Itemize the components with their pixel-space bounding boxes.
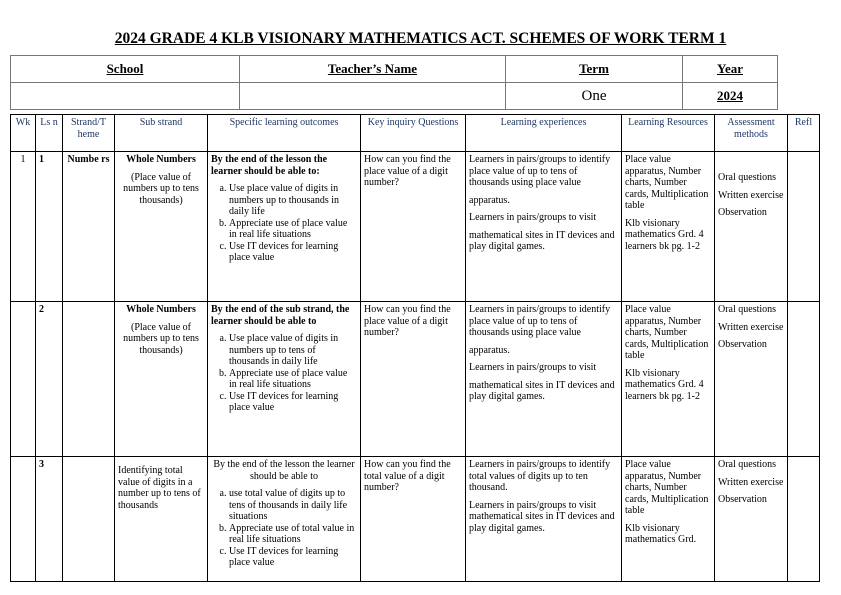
column-header: Learning Resources — [622, 115, 715, 152]
week-cell — [11, 302, 36, 457]
resource-text: Klb visionary mathematics Grd. 4 learners bk pg. 1-2 — [625, 367, 704, 402]
outcomes-cell — [208, 152, 361, 302]
reflection-cell — [788, 302, 820, 457]
experiences-cell — [466, 302, 622, 457]
assessment-text: Observation — [718, 207, 767, 218]
question-cell: How can you find the total value of a digit number? — [361, 457, 466, 582]
teacher-value — [240, 83, 506, 110]
school-label: School — [11, 56, 240, 83]
scheme-table — [10, 114, 820, 582]
substrand-cell — [115, 152, 208, 302]
assessment-text: Observation — [718, 339, 767, 350]
reflection-cell — [788, 457, 820, 582]
outcomes-intro: By the end of the lesson the learner should be able to — [213, 459, 355, 482]
document-title: 2024 GRADE 4 KLB VISIONARY MATHEMATICS ACT. SCHEMES OF WORK TERM 1 — [114, 30, 727, 47]
outcomes-cell — [208, 302, 361, 457]
assessment-cell — [715, 152, 788, 302]
resource-text: Klb visionary mathematics Grd. — [625, 522, 697, 545]
assessment-text: Observation — [718, 494, 767, 505]
assessment-text: Oral questions — [718, 172, 777, 183]
lesson-cell: 2 — [36, 302, 63, 457]
assessment-text: Oral questions — [718, 459, 777, 470]
experience-text: apparatus. — [469, 194, 510, 206]
week-cell — [11, 457, 36, 582]
school-value — [11, 83, 240, 110]
strand-cell: Numbe rs — [63, 152, 115, 302]
column-header: Strand/T heme — [63, 115, 115, 152]
outcome-item: a. Use place value of digits in numbers up to thousands in daily life — [229, 183, 357, 218]
column-header: Wk — [11, 115, 36, 152]
resources-cell — [622, 152, 715, 302]
term-label: Term — [506, 56, 683, 83]
table-row — [11, 457, 820, 582]
experiences-cell — [466, 152, 622, 302]
resource-text: Klb visionary mathematics Grd. 4 learners bk pg. 1-2 — [625, 217, 704, 252]
assessment-cell — [715, 302, 788, 457]
assessment-text: Written exercise — [718, 321, 784, 333]
year-label: Year — [683, 56, 778, 83]
teacher-label: Teacher’s Name — [240, 56, 506, 83]
outcome-item: b. Appreciate use of place value in real life situations — [229, 368, 357, 391]
resource-text: Place value apparatus, Number charts, Number cards, Multiplication table — [625, 459, 709, 516]
strand-cell — [63, 457, 115, 582]
column-header: Refl — [788, 115, 820, 152]
outcomes-intro: By the end of the sub strand, the learner should be able to — [211, 304, 350, 327]
outcomes-intro: By the end of the lesson the learner should be able to: — [211, 154, 328, 177]
experience-text: Learners in pairs/groups to identify place value of up to tens of thousands using place value — [469, 304, 611, 338]
assessment-text: Written exercise — [718, 476, 784, 488]
outcome-item: a. use total value of digits up to tens of thousands in daily life situations — [229, 488, 357, 523]
outcome-item: b. Appreciate use of place value in real life situations — [229, 218, 357, 241]
reflection-cell — [788, 152, 820, 302]
substrand-detail: Identifying total value of digits in a number up to tens of thousands — [118, 465, 201, 511]
experience-text: Learners in pairs/groups to visit mathematical sites in IT devices and play digital games. — [469, 499, 615, 534]
column-header: Sub strand — [115, 115, 208, 152]
outcomes-cell — [208, 457, 361, 582]
resources-cell — [622, 302, 715, 457]
outcome-item: b. Appreciate use of total value in real life situations — [229, 523, 357, 546]
experience-text: apparatus. — [469, 344, 510, 356]
column-header: Learning experiences — [466, 115, 622, 152]
experience-text: Learners in pairs/groups to visit — [469, 362, 597, 373]
outcome-item: c. Use IT devices for learning place value — [229, 546, 357, 569]
experience-text: mathematical sites in IT devices and play digital games. — [469, 229, 615, 252]
strand-cell — [63, 302, 115, 457]
year-value: 2024 — [683, 83, 778, 110]
substrand-cell — [115, 302, 208, 457]
resources-cell — [622, 457, 715, 582]
experiences-cell — [466, 457, 622, 582]
substrand-cell — [115, 457, 208, 582]
substrand-title: Whole Numbers — [126, 304, 196, 315]
lesson-cell: 1 — [36, 152, 63, 302]
table-row — [11, 302, 820, 457]
outcome-item: a. Use place value of digits in numbers up to tens of thousands in daily life — [229, 333, 357, 368]
lesson-cell: 3 — [36, 457, 63, 582]
assessment-text: Written exercise — [718, 189, 784, 201]
experience-text: Learners in pairs/groups to visit — [469, 212, 597, 223]
info-table — [10, 55, 778, 110]
column-header: Ls n — [36, 115, 63, 152]
substrand-title: Whole Numbers — [126, 154, 196, 165]
table-row — [11, 152, 820, 302]
outcome-item: c. Use IT devices for learning place value — [229, 391, 357, 414]
experience-text: mathematical sites in IT devices and play digital games. — [469, 379, 615, 402]
experience-text: Learners in pairs/groups to identify place value of up to tens of thousands using place value — [469, 154, 611, 188]
substrand-detail: (Place value of numbers up to tens thousands) — [123, 171, 199, 206]
column-header: Assessment methods — [715, 115, 788, 152]
column-header: Key inquiry Questions — [361, 115, 466, 152]
question-cell: How can you find the place value of a digit number? — [361, 302, 466, 457]
outcome-item: c. Use IT devices for learning place value — [229, 241, 357, 264]
substrand-detail: (Place value of numbers up to tens thousands) — [123, 321, 199, 356]
question-cell: How can you find the place value of a digit number? — [361, 152, 466, 302]
resource-text: Place value apparatus, Number charts, Number cards, Multiplication table — [625, 304, 709, 361]
assessment-cell — [715, 457, 788, 582]
experience-text: Learners in pairs/groups to identify total values of digits up to ten thousand. — [469, 459, 611, 493]
resource-text: Place value apparatus, Number charts, Number cards, Multiplication table — [625, 154, 709, 211]
column-header: Specific learning outcomes — [208, 115, 361, 152]
assessment-text: Oral questions — [718, 304, 777, 315]
term-value: One — [506, 83, 683, 110]
week-cell: 1 — [11, 152, 36, 302]
